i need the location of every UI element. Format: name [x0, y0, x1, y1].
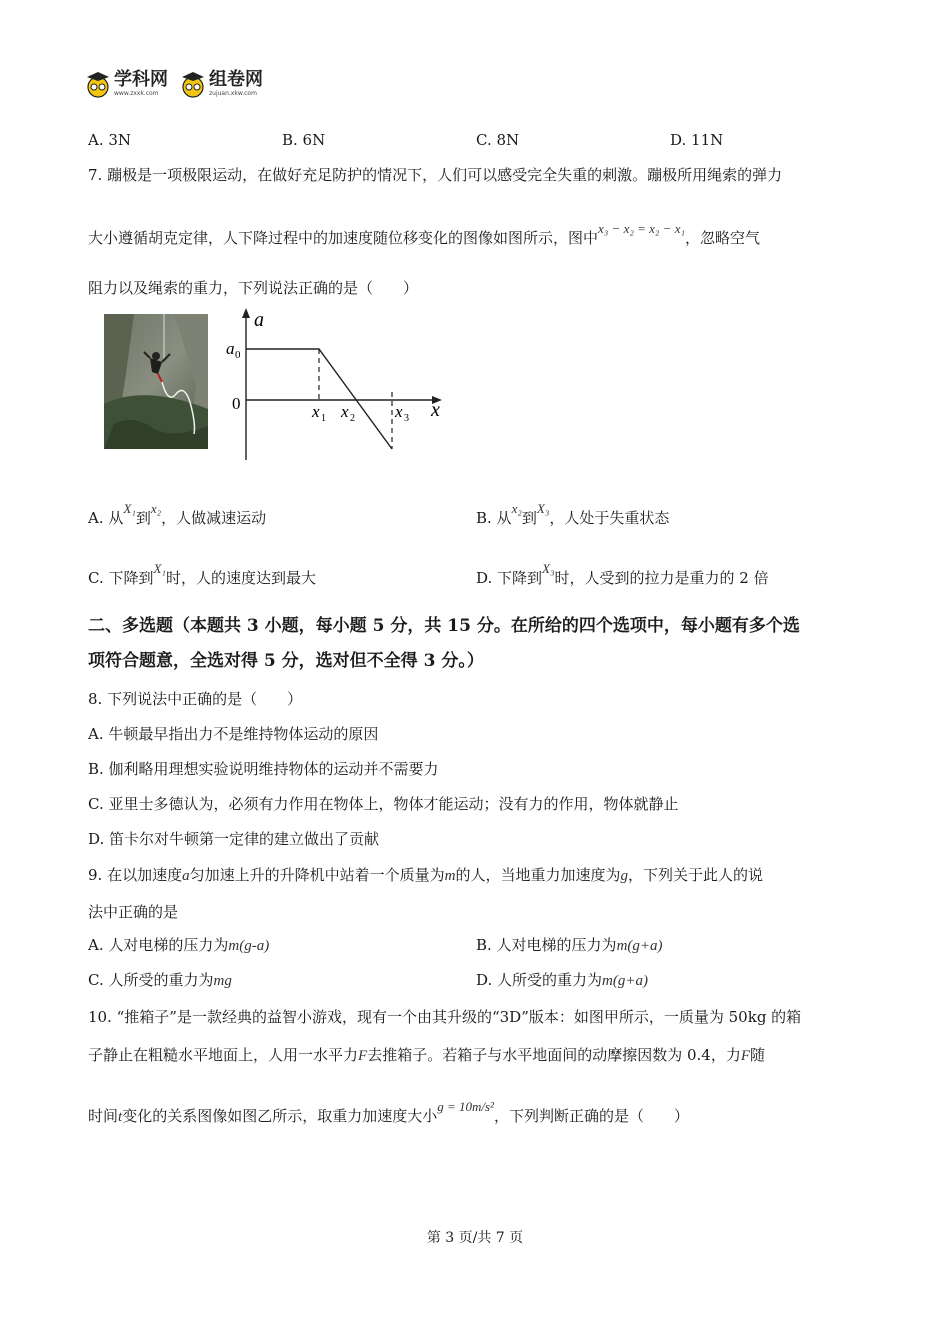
q9-line1-d: ，下列关于此人的说 [627, 866, 763, 884]
q9-option-c [88, 970, 232, 991]
graduate-cap-icon [180, 70, 206, 98]
q9-option-b [476, 935, 663, 956]
q7-option-c-prefix: C. 下降到 [88, 569, 154, 587]
q9-option-a-text: A. 人对电梯的压力为 [88, 936, 229, 954]
a0-sub: 0 [235, 349, 241, 361]
x-axis-label: x [431, 399, 440, 421]
q10-line2-a: 子静止在粗糙水平地面上，人用一水平力 [88, 1046, 359, 1064]
q7-option-c [88, 561, 316, 589]
q7-line2-a: 大小遵循胡克定律，人下降过程中的加速度随位移变化的图像如图所示，图中 [88, 229, 599, 247]
q9-option-a [88, 935, 269, 956]
logo2-text: 组卷网 [209, 69, 263, 90]
acceleration-displacement-graph [222, 306, 448, 466]
q7-option-b-prefix: B. 从 [476, 509, 512, 527]
q9-option-a-math: m(g-a) [228, 938, 270, 954]
zujuan-logo[interactable] [180, 70, 263, 98]
q6-option-c: C. 8N [476, 131, 520, 149]
q7-option-a-mid: 到 [135, 509, 151, 527]
q7-option-d-math: X₃ [542, 561, 555, 576]
page-footer: 第 3 页/共 7 页 [426, 1230, 524, 1246]
q6-option-b: B. 6N [282, 131, 326, 149]
q8-option-c: C. 亚里士多德认为，必须有力作用在物体上，物体才能运动；没有力的作用，物体就静止 [88, 795, 679, 813]
q7-option-b-math1: x₂ [511, 501, 522, 516]
x1-sub: 1 [321, 413, 326, 424]
q7-line2 [88, 221, 761, 249]
q10-line1: 10. “推箱子”是一款经典的益智小游戏，现有一个由其升级的“3D”版本：如图甲所示，一质量为 50kg 的箱 [88, 1008, 802, 1026]
q9-option-c-text: C. 人所受的重力为 [88, 971, 214, 989]
q10-line3-a: 时间 [88, 1107, 119, 1125]
header-logos [85, 70, 263, 98]
logo1-text: 学科网 [114, 69, 168, 90]
q9-option-c-math: mg [213, 973, 232, 989]
q7-line1: 7. 蹦极是一项极限运动，在做好充足防护的情况下，人们可以感受完全失重的刺激。蹦极所用绳索的弹力 [88, 166, 783, 184]
q9-line1-b: 匀加速上升的升降机中站着一个质量为 [189, 866, 445, 884]
q7-option-a [88, 501, 267, 529]
q7-option-b [476, 501, 670, 529]
a0-label: a [226, 339, 235, 358]
section2-heading-line1: 二、多选题（本题共 3 小题，每小题 5 分，共 15 分。在所给的四个选项中，每小题有多个选 [88, 616, 800, 636]
q7-option-c-math: X₁ [153, 561, 166, 576]
q10-var-f1: F [358, 1048, 368, 1064]
q7-option-b-math2: X₃ [536, 501, 550, 516]
q7-option-d [476, 561, 769, 589]
x1-label: x [312, 402, 320, 421]
q9-option-d-math: m(g+a) [602, 973, 648, 989]
section2-heading-line2: 项符合题意，全选对得 5 分，选对但不全得 3 分。） [88, 651, 484, 671]
q10-line2 [88, 1045, 765, 1066]
x3-sub: 3 [404, 413, 409, 424]
q8-option-b: B. 伽利略用理想实验说明维持物体的运动并不需要力 [88, 760, 439, 778]
q9-var-g: g [620, 868, 628, 884]
q9-line2: 法中正确的是 [88, 903, 179, 921]
q7-option-a-text: ，人做减速运动 [161, 509, 267, 527]
q10-line3-b: 变化的关系图像如图乙所示，取重力加速度大小 [122, 1107, 438, 1125]
q7-line2-b: ，忽略空气 [685, 229, 761, 247]
logo2-sub: zujuan.xkw.com [209, 90, 257, 97]
q7-option-b-text: ，人处于失重状态 [549, 509, 670, 527]
q10-var-t: t [118, 1109, 123, 1125]
q6-option-a: A. 3N [88, 131, 132, 149]
q7-option-a-math2: x₂ [150, 501, 162, 516]
q7-line3: 阻力以及绳索的重力，下列说法正确的是（ ） [88, 279, 419, 297]
x2-sub: 2 [350, 413, 355, 424]
q8-stem: 8. 下列说法中正确的是（ ） [88, 690, 303, 708]
graduate-cap-icon [85, 70, 111, 98]
q7-option-d-text: 时，人受到的拉力是重力的 2 倍 [554, 569, 769, 587]
q7-option-a-math1: X₁ [123, 501, 136, 516]
q9-option-d-text: D. 人所受的重力为 [476, 971, 603, 989]
x3-label: x [395, 402, 403, 421]
origin-label: 0 [232, 394, 241, 413]
q10-line2-b: 去推箱子。若箱子与水平地面间的动摩擦因数为 0.4，力 [367, 1046, 741, 1064]
q8-option-a: A. 牛顿最早指出力不是维持物体运动的原因 [88, 725, 379, 743]
q7-option-b-mid: 到 [521, 509, 537, 527]
q10-line3 [88, 1099, 689, 1127]
y-axis-label: a [254, 309, 264, 331]
zxxk-logo[interactable] [85, 70, 168, 98]
q6-option-d: D. 11N [670, 131, 724, 149]
q10-line3-c: ，下列判断正确的是（ ） [493, 1107, 689, 1125]
q7-option-d-prefix: D. 下降到 [476, 569, 543, 587]
q10-var-f2: F [740, 1048, 750, 1064]
y-axis-arrow-icon [242, 308, 250, 318]
q9-line1 [88, 865, 763, 886]
x2-label: x [341, 402, 349, 421]
q9-var-a: a [182, 868, 190, 884]
q10-line2-c: 随 [750, 1046, 766, 1064]
q9-option-b-math: m(g+a) [616, 938, 663, 954]
q9-var-m: m [444, 868, 456, 884]
q7-line2-math: x₃ − x₂ = x₂ − x₁ [598, 221, 685, 236]
q9-option-d [476, 970, 648, 991]
q9-option-b-text: B. 人对电梯的压力为 [476, 936, 617, 954]
q9-line1-c: 的人，当地重力加速度为 [455, 866, 621, 884]
q7-option-a-prefix: A. 从 [88, 509, 124, 527]
q8-option-d: D. 笛卡尔对牛顿第一定律的建立做出了贡献 [88, 830, 380, 848]
q7-option-c-text: 时，人的速度达到最大 [165, 569, 316, 587]
q9-line1-a: 9. 在以加速度 [88, 866, 183, 884]
logo1-sub: www.zxxk.com [114, 90, 159, 97]
bungee-photo [104, 314, 208, 449]
q10-line3-math: g = 10m/s² [437, 1099, 494, 1114]
